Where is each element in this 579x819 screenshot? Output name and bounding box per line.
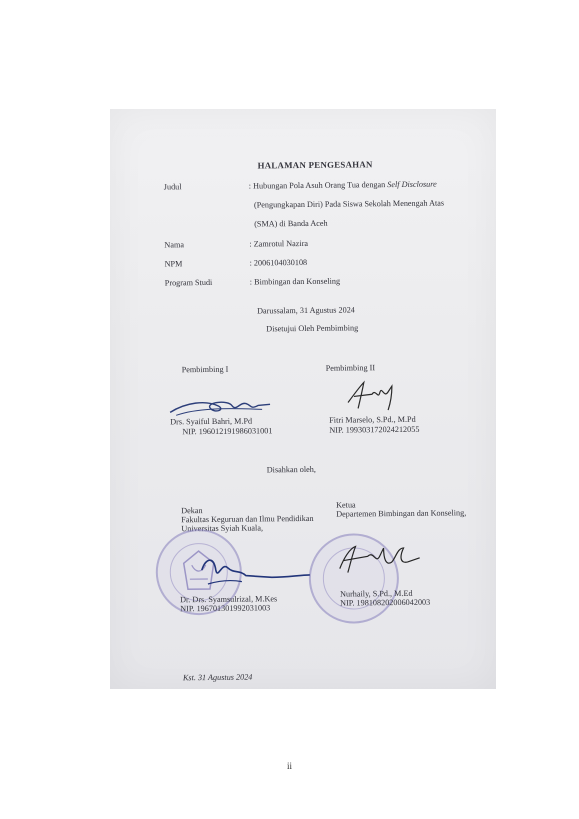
judul-value-line1 [249, 180, 437, 191]
npm-value: : 2006104030108 [249, 257, 308, 268]
judul-value-1b: Self Disclosure [387, 179, 437, 190]
npm-label: NPM [164, 259, 183, 269]
signature-dekan [192, 549, 312, 590]
place-date: Darussalam, 31 Agustus 2024 [257, 305, 355, 316]
ketua-name: Nurhaily, S.Pd., M.Ed [339, 588, 413, 599]
pembimbing1-role: Pembimbing I [181, 364, 229, 375]
footer-date: Kst. 31 Agustus 2024 [182, 672, 253, 683]
judul-value-line2: (Pengungkapan Diri) Pada Siswa Sekolah Menengah Atas [253, 198, 445, 210]
judul-value-1a: : Hubungan Pola Asuh Orang Tua dengan [248, 180, 388, 191]
nama-value: : Zamrotul Nazira [249, 238, 309, 249]
prodi-label: Program Studi [164, 277, 213, 288]
ketua-nip: NIP. 198108202006042003 [340, 597, 431, 608]
prodi-value: : Bimbingan dan Konseling [249, 276, 341, 287]
nama-label: Nama [164, 240, 184, 250]
judul-value-line3: (SMA) di Banda Aceh [254, 218, 328, 229]
pembimbing2-name: Fitri Marselo, S.Pd., M.Pd [329, 414, 416, 425]
signature-pembimbing1 [166, 389, 276, 420]
dekan-nip: NIP. 196701301992031003 [180, 603, 271, 614]
ketua-department: Departemen Bimbingan dan Konseling, [336, 508, 467, 519]
ketua-role: Ketua [336, 500, 356, 510]
dekan-role: Dekan [181, 506, 203, 516]
judul-label: Judul [163, 182, 182, 192]
signature-ketua [333, 538, 423, 579]
pembimbing1-name: Drs. Syaiful Bahri, M.Pd [170, 416, 253, 427]
page-title: HALAMAN PENGESAHAN [257, 159, 373, 171]
pembimbing2-role: Pembimbing II [325, 363, 376, 373]
document-photo [110, 109, 496, 689]
ratified-by: Disahkan oleh, [266, 464, 316, 475]
approved-by: Disetujui Oleh Pembimbing [266, 323, 359, 334]
dekan-university: Universitas Syiah Kuala, [181, 523, 264, 534]
signature-pembimbing2 [342, 378, 402, 413]
dekan-name: Dr. Drs. Syamsulrizal, M.Kes [180, 594, 278, 605]
pembimbing1-nip: NIP. 196012191986031001 [182, 426, 273, 437]
dekan-faculty: Fakultas Keguruan dan Ilmu Pendidikan [181, 513, 314, 525]
pembimbing2-nip: NIP. 199303172024212055 [329, 424, 420, 435]
approval-sheet [110, 109, 496, 689]
page-number: ii [286, 761, 292, 771]
